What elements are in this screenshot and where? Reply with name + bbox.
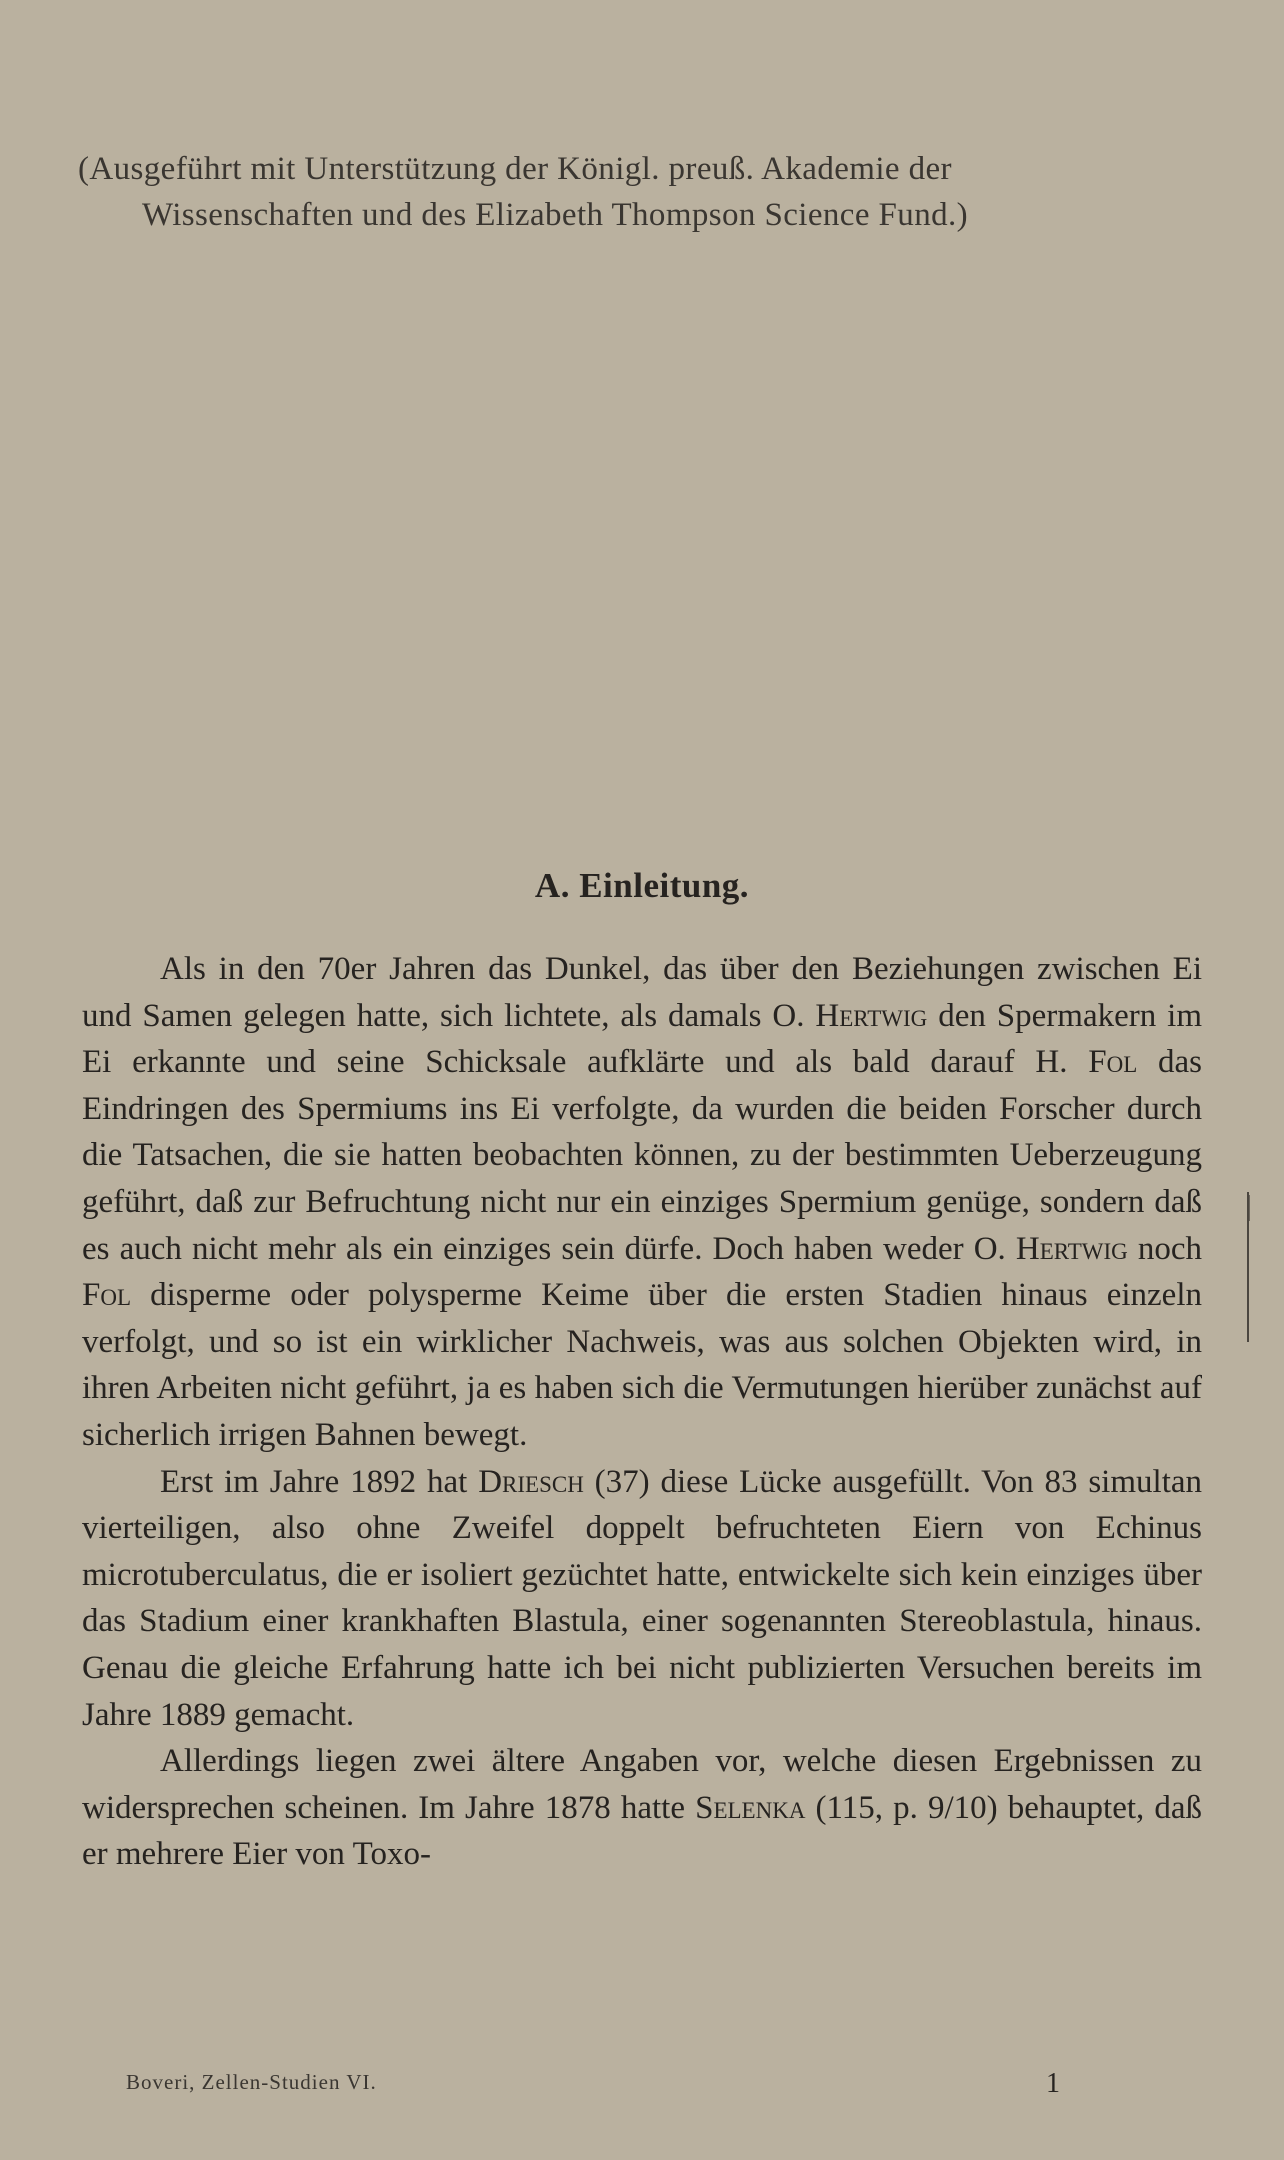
paragraph-3 [82,1738,1202,1878]
author-name: Driesch [478,1463,584,1500]
text-run: (37) diese Lücke ausgefüllt. Von 83 simultan vierteiligen, also ohne Zweifel doppelt befruchteten Eiern von Echinus microtuberculatus, die er isoliert gezüchtet hatte, entwickelte sich kein einziges über das Stadium einer krankhaften Blastula, einer sogenannten Stereoblastula, hinaus. Genau die gleiche Erfahrung hatte ich bei nicht publizierten Versuchen bereits im Jahre 1889 gemacht. [82,1463,1203,1733]
author-name: Hertwig [815,997,928,1034]
author-name: Hertwig [1015,1230,1128,1267]
text-run: (115, p. 9/10) behauptet, daß er mehrere Eier von Toxo- [82,1789,1202,1873]
text-run: den Spermakern im Ei erkannte und seine Schicksale aufklärte und als bald darauf H. [82,997,1202,1081]
funding-note-line-1: (Ausgeführt mit Unterstützung der Königl. preuß. Akademie der [78,151,952,187]
text-run: Erst im Jahre 1892 hat [160,1463,479,1500]
paragraph-1 [82,946,1202,1459]
section-heading: A. Einleitung. [534,866,750,905]
margin-pencil-mark-tick [1249,1195,1250,1221]
author-name: Selenka [695,1789,806,1826]
author-name: Fol [82,1277,132,1314]
text-run: Als in den 70er Jahren das Dunkel, das über den Beziehungen zwischen Ei und Samen gelegen hatte, sich lichtete, als damals O. [82,951,1202,1034]
funding-note [78,146,1208,238]
page-number: 1 [1046,2068,1060,2099]
text-run: noch [1127,1230,1202,1267]
text-run: Allerdings liegen zwei ältere Angaben vor, welche diesen Ergebnissen zu widersprechen scheinen. Im Jahre 1878 hatte [82,1743,1202,1826]
running-footer: Boveri, Zellen-Studien VI. [126,2070,377,2094]
paragraph-2 [82,1459,1202,1739]
text-run: das Eindringen des Spermiums ins Ei verfolgte, da wurden die beiden Forscher durch die Tatsachen, die sie hatten beobachten können, zu der bestimmten Ueberzeugung geführt, daß zur Befruchtung nicht nur ein einziges Spermium genüge, sondern daß es auch nicht mehr als ein einziges sein dürfe. Doch haben weder O. [82,1044,1202,1267]
text-run: disperme oder polysperme Keime über die ersten Stadien hinaus einzeln verfolgt, und so ist ein wirklicher Nachweis, was aus solchen Objekten wird, in ihren Arbeiten nicht geführt, ja es haben sich die Vermutungen hierüber zunächst auf sicherlich irrigen Bahnen bewegt. [82,1277,1202,1453]
body-text [82,946,1202,1878]
funding-note-line-2: Wissenschaften und des Elizabeth Thompson Science Fund.) [142,197,969,233]
author-name: Fol [1088,1044,1138,1081]
